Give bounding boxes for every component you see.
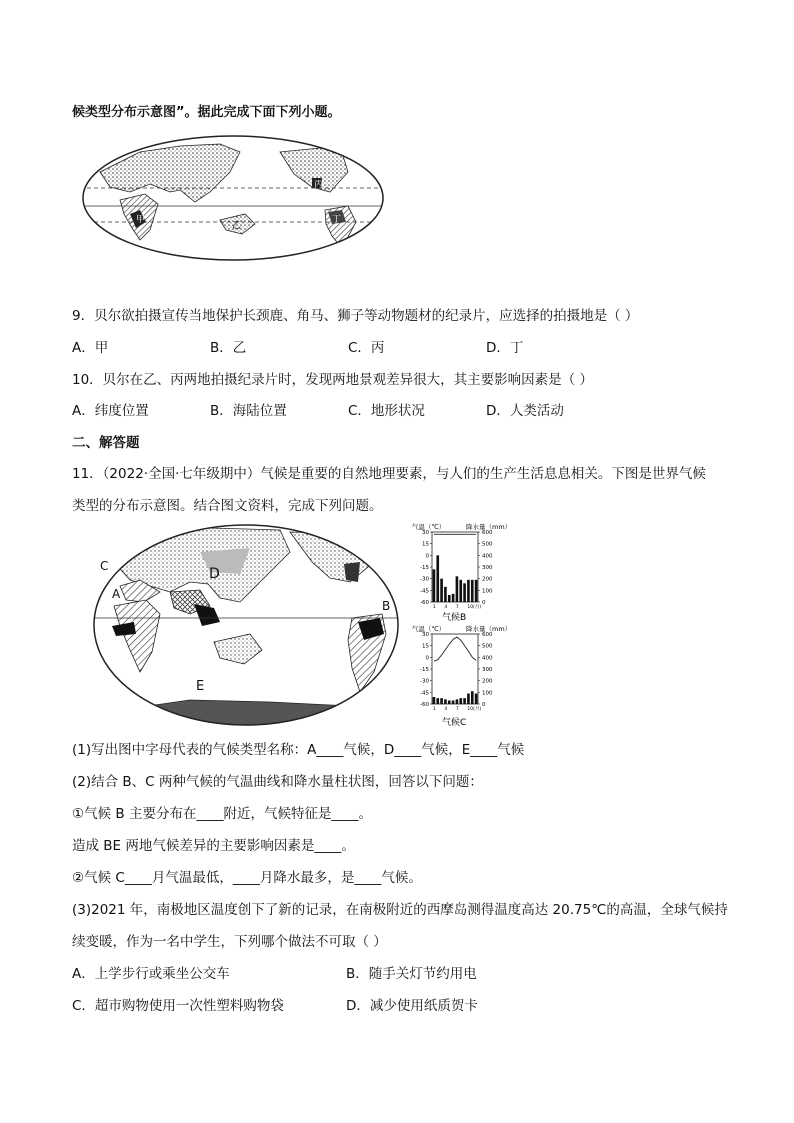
chart-b-precip-tick-label: 600 [482,530,493,536]
chart-b-precip-bar [459,580,462,602]
chart-c-x-tick-label: 1 [432,707,436,712]
chart-b-precip-bar [448,595,451,602]
chart-c-precip-bar [459,698,462,704]
q10-stem: 10．贝尔在乙、丙两地拍摄纪录片时，发现两地景观差异很大，其主要影响因素是（ ） [72,372,593,388]
map2-label-c: C [100,559,109,573]
chart-b-precip-tick-label: 300 [482,565,493,571]
chart-c-title: 气候C [442,718,467,728]
q11-stem-line1: 11．（2022·全国·七年级期中）气候是重要的自然地理要素，与人们的生产生活息息相关。下图是世界气候 [72,466,706,482]
q11-option-b[interactable]: B．随手关灯节约用电 [346,966,477,982]
map1-label-bing: 丙 [314,180,324,190]
chart-b-temp-tick-label: -30 [420,576,429,583]
map2-label-a: A [112,587,121,601]
chart-c-precip-bar [440,698,443,704]
climate-chart-c [410,624,512,728]
chart-b-temp-tick-label: 15 [422,541,429,548]
chart-c-x-tick-label: 4 [444,707,448,712]
world-climate-map-1 [80,132,386,258]
chart-c-precip-bar [475,694,478,705]
chart-c-precip-bar [456,699,459,704]
chart-b-x-tick-label: 10(月) [467,605,482,610]
chart-c-temp-tick-label: -60 [420,702,429,708]
chart-c-header-left: 气温（℃） [412,625,446,633]
chart-b-temp-tick-label: -45 [420,588,429,595]
q11-sub2-3: ②气候 C____月气温最低，____月降水最多，是____气候。 [72,870,422,886]
chart-c-precip-bar [471,691,474,704]
chart-c-temp-tick-label: -15 [420,667,429,673]
chart-b-precip-tick-label: 500 [482,541,493,548]
chart-b-precip-bar [433,569,436,602]
chart-b-x-tick-label: 1 [432,605,436,610]
chart-c-precip-bar [467,694,470,705]
chart-c-precip-tick-label: 300 [482,667,493,673]
chart-b-x-tick-label: 7 [455,605,459,610]
chart-b-precip-bar [463,583,466,602]
q11-stem-line2: 类型的分布示意图。结合图文资料，完成下列问题。 [72,498,383,514]
chart-c-precip-tick-label: 400 [482,655,493,662]
chart-b-precip-bar [471,580,474,602]
q9-option-a[interactable]: A．甲 [72,340,109,356]
chart-b-precip-bar [436,555,439,602]
q11-option-a[interactable]: A．上学步行或乘坐公交车 [72,966,230,982]
chart-b-x-tick-label: 4 [444,605,448,610]
map2-label-d: D [209,566,220,582]
q10-option-d[interactable]: D．人类活动 [486,403,564,419]
q11-option-c[interactable]: C．超市购物使用一次性塑料购物袋 [72,998,284,1014]
chart-c-precip-tick-label: 0 [482,702,486,708]
chart-c-precip-bar [433,697,436,704]
q9-option-d[interactable]: D．丁 [486,340,524,356]
chart-b-precip-tick-label: 0 [482,600,486,606]
chart-b-precip-bar [452,594,455,602]
chart-b-temp-tick-label: -60 [420,600,429,606]
chart-c-temp-tick-label: 30 [422,632,429,638]
climate-chart-b [410,522,512,623]
q11-sub3-line1: (3)2021 年，南极地区温度创下了新的记录，在南极附近的西摩岛测得温度高达 20.75℃的高温，全球气候持 [72,902,728,918]
chart-b-title: 气候B [442,613,467,623]
chart-b-precip-tick-label: 200 [482,576,493,583]
q11-sub3-line2: 续变暖，作为一名中学生，下列哪个做法不可取（ ） [72,934,387,950]
map1-label-ding: 丁 [332,215,342,225]
chart-b-precip-bar [440,579,443,602]
q11-sub1: (1)写出图中字母代表的气候类型名称：A____气候，D____气候，E____气候 [72,742,525,758]
chart-b-header-right: 降水量（mm） [466,523,512,531]
chart-b-precip-bar [444,587,447,602]
chart-c-precip-bar [436,698,439,704]
q11-sub2-1: ①气候 B 主要分布在____附近，气候特征是____。 [72,806,372,822]
q10-option-c[interactable]: C．地形状况 [348,403,425,419]
chart-c-precip-bar [463,698,466,704]
chart-b-temp-tick-label: 30 [422,530,429,536]
map2-label-b: B [382,599,391,613]
chart-b-precip-bar [475,580,478,602]
map1-label-jia: 甲 [136,215,146,225]
climate-chart-c-svg [410,624,512,728]
chart-c-temp-tick-label: 0 [425,655,429,662]
section-heading: 二、解答题 [72,435,140,451]
chart-b-temp-tick-label: 0 [425,553,429,560]
q9-option-b[interactable]: B．乙 [210,340,247,356]
chart-c-precip-tick-label: 500 [482,643,493,650]
q10-option-a[interactable]: A．纬度位置 [72,403,149,419]
q11-sub2: (2)结合 B、C 两种气候的气温曲线和降水量柱状图，回答以下问题： [72,774,483,790]
chart-c-header-right: 降水量（mm） [466,625,512,633]
q9-option-c[interactable]: C．丙 [348,340,385,356]
map2-label-e: E [196,679,205,694]
q9-stem: 9．贝尔欲拍摄宣传当地保护长颈鹿、角马、狮子等动物题材的纪录片，应选择的拍摄地是（ ） [72,308,639,324]
intro-text: 候类型分布示意图”。据此完成下面下列小题。 [72,105,341,120]
map1-label-yi: 乙 [232,221,242,231]
chart-c-precip-tick-label: 600 [482,632,493,638]
chart-b-precip-tick-label: 100 [482,588,493,595]
chart-c-x-tick-label: 7 [455,707,459,712]
chart-b-header-left: 气温（℃） [412,523,446,531]
chart-c-precip-bar [448,701,451,705]
chart-c-temp-tick-label: -45 [420,690,429,697]
chart-b-precip-bar [456,576,459,602]
q10-option-b[interactable]: B．海陆位置 [210,403,287,419]
chart-c-x-tick-label: 10(月) [467,707,482,712]
chart-c-precip-bar [452,701,455,705]
chart-c-precip-tick-label: 100 [482,690,493,697]
chart-b-precip-bar [467,580,470,602]
q11-sub2-2: 造成 BE 两地气候差异的主要影响因素是____。 [72,838,355,854]
chart-b-precip-tick-label: 400 [482,553,493,560]
chart-c-precip-tick-label: 200 [482,678,493,685]
climate-chart-b-svg [410,522,512,623]
world-climate-map-2 [90,522,402,728]
chart-c-temp-tick-label: -30 [420,678,429,685]
chart-c-precip-bar [444,699,447,704]
chart-c-temp-tick-label: 15 [422,643,429,650]
q11-option-d[interactable]: D．减少使用纸质贺卡 [346,998,478,1014]
chart-b-temp-tick-label: -15 [420,565,429,571]
